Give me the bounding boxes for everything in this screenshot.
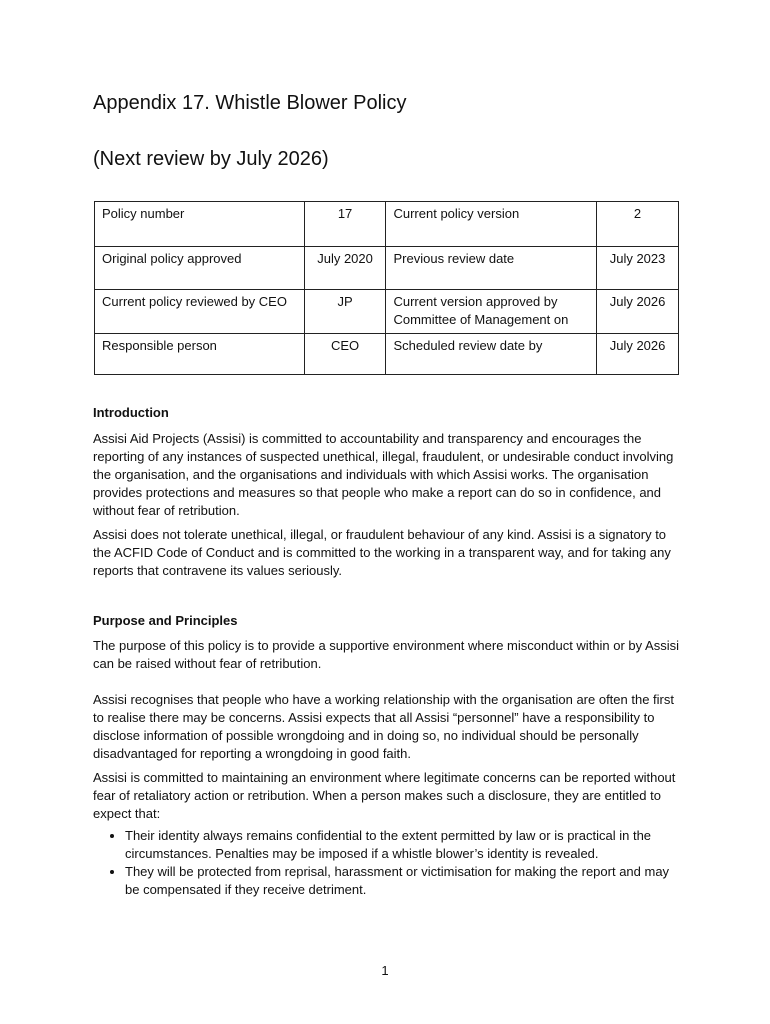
table-row [95, 202, 679, 247]
table-cell: Policy number [95, 202, 305, 247]
table-cell: Previous review date [386, 247, 597, 290]
table-cell: July 2026 [597, 334, 679, 375]
bullet-list [93, 827, 683, 899]
table-cell: JP [304, 290, 386, 334]
table-cell: 2 [597, 202, 679, 247]
table-cell: July 2023 [597, 247, 679, 290]
paragraph: Assisi Aid Projects (Assisi) is committed to accountability and transparency and encourages the reporting of any instances of suspected unethical, illegal, fraudulent, or undesirable conduct involving the organisation, and the organisations and individuals with which Assisi works. The organisation provides protections and measures so that people who make a report can do so in confidence, and without fear of retribution. [93, 431, 674, 518]
section-heading: Introduction [93, 405, 169, 420]
paragraph: Assisi recognises that people who have a working relationship with the organisation are often the first to realise there may be concerns. Assisi expects that all Assisi “personnel” have a responsibility to disclose information of possible wrongdoing and in doing so, no individual should be personally disadvantaged for reporting a wrongdoing in good faith. [93, 692, 674, 761]
table-cell: July 2020 [304, 247, 386, 290]
policy-info-table [94, 201, 679, 375]
table-row [95, 290, 679, 334]
purpose-section [93, 612, 683, 899]
table-cell: CEO [304, 334, 386, 375]
table-cell: Scheduled review date by [386, 334, 597, 375]
list-item: • Their identity always remains confidential to the extent permitted by law or is practical in the circumstances. Penalties may be imposed if a whistle blower’s identity is revealed. [125, 827, 683, 863]
table-cell: July 2026 [597, 290, 679, 334]
table-cell: 17 [304, 202, 386, 247]
table-cell: Current version approved by Committee of Management on [386, 290, 597, 334]
page-number: 1 [381, 963, 389, 978]
paragraph: The purpose of this policy is to provide a supportive environment where misconduct within or by Assisi can be raised without fear of retribution. [93, 638, 680, 671]
document-title: Appendix 17. Whistle Blower Policy [93, 92, 407, 114]
table-cell: Original policy approved [95, 247, 305, 290]
table-cell: Current policy reviewed by CEO [95, 290, 305, 334]
list-item: • They will be protected from reprisal, harassment or victimisation for making the report and may be compensated if they receive detriment. [125, 863, 683, 899]
table-cell: Current policy version [386, 202, 597, 247]
introduction-section [93, 404, 683, 580]
table-row [95, 334, 679, 375]
paragraph: Assisi is committed to maintaining an environment where legitimate concerns can be reported without fear of retaliatory action or retribution. When a person makes such a disclosure, they are entitled to expect that: [93, 770, 676, 821]
section-heading: Purpose and Principles [93, 613, 238, 628]
paragraph: Assisi does not tolerate unethical, illegal, or fraudulent behaviour of any kind. Assisi is a signatory to the ACFID Code of Conduct and is committed to the working in a transparent way, and for taking any reports that contravene its values seriously. [93, 527, 671, 578]
table-cell: Responsible person [95, 334, 305, 375]
table-row [95, 247, 679, 290]
review-note: (Next review by July 2026) [93, 148, 329, 170]
